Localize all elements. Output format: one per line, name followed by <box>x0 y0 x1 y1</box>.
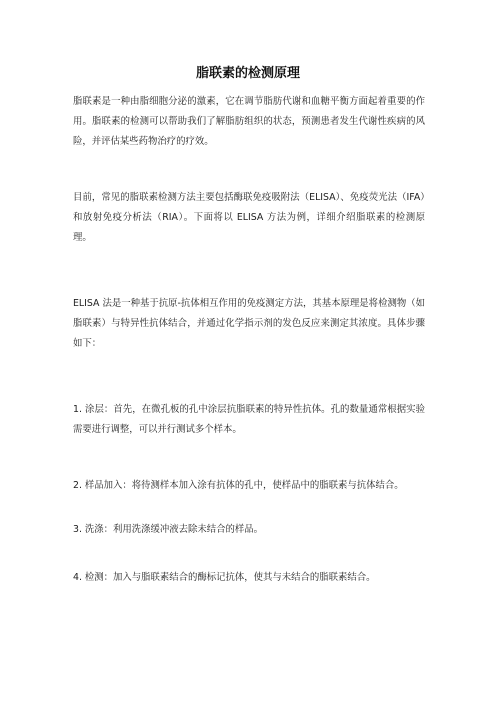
paragraph-methods: 目前，常见的脂联素检测方法主要包括酶联免疫吸附法（ELISA）、免疫荧光法（IFA）和放射免疫分析法（RIA）。下面将以 ELISA 方法为例，详细介绍脂联素的检测原理。 <box>73 192 425 243</box>
paragraph-elisa-principle: ELISA 法是一种基于抗原-抗体相互作用的免疫测定方法，其基本原理是将检测物（如脂联素）与特异性抗体结合，并通过化学指示剂的发色反应来测定其浓度。具体步骤如下： <box>73 298 425 349</box>
paragraph-intro: 脂联素是一种由脂细胞分泌的激素，它在调节脂肪代谢和血糖平衡方面起着重要的作用。脂联素的检测可以帮助我们了解脂肪组织的状态，预测患者发生代谢性疾病的风险，并评估某些药物治疗的疗效。 <box>73 96 425 147</box>
paragraph-step-coating: 1. 涂层：首先，在微孔板的孔中涂层抗脂联素的特异性抗体。孔的数量通常根据实验需要进行调整，可以并行测试多个样本。 <box>73 404 425 435</box>
paragraph-step-wash: 3. 洗涤：利用洗涤缓冲液去除未结合的样品。 <box>73 524 264 535</box>
document-title: 脂联素的检测原理 <box>195 66 300 81</box>
paragraph-step-detect: 4. 检测：加入与脂联素结合的酶标记抗体，使其与未结合的脂联素结合。 <box>73 572 376 583</box>
paragraph-step-sample: 2. 样品加入：将待测样本加入涂有抗体的孔中，使样品中的脂联素与抗体结合。 <box>73 480 404 491</box>
